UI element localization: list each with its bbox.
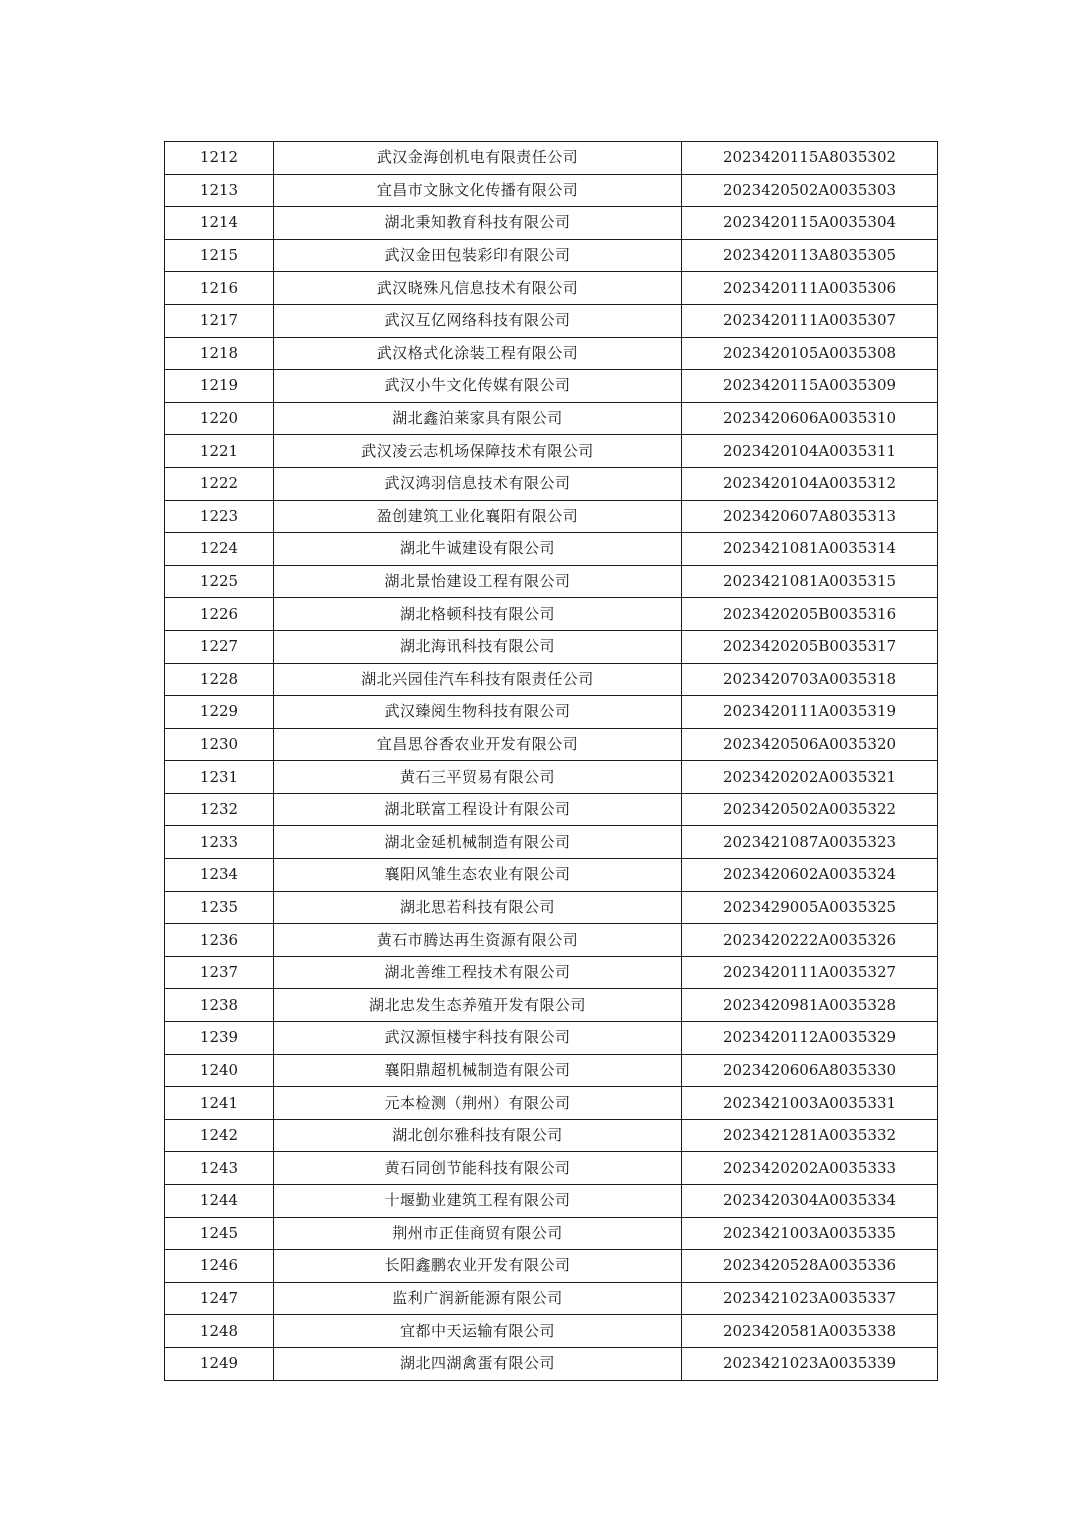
- company-name-cell: 湖北善维工程技术有限公司: [274, 956, 682, 989]
- row-number-cell: 1239: [165, 1022, 274, 1055]
- table-row: [165, 891, 938, 924]
- table-row: [165, 956, 938, 989]
- row-number-cell: 1225: [165, 565, 274, 598]
- row-number-cell: 1222: [165, 467, 274, 500]
- registration-code-cell: 2023421023A0035339: [682, 1347, 938, 1380]
- registration-code-cell: 2023420602A0035324: [682, 859, 938, 892]
- table-row: [165, 467, 938, 500]
- table-row: [165, 1282, 938, 1315]
- company-name-cell: 黄石市腾达再生资源有限公司: [274, 924, 682, 957]
- registration-code-cell: 2023420205B0035316: [682, 598, 938, 631]
- row-number-cell: 1249: [165, 1347, 274, 1380]
- company-name-cell: 湖北忠发生态养殖开发有限公司: [274, 989, 682, 1022]
- table-row: [165, 598, 938, 631]
- registration-code-cell: 2023420607A8035313: [682, 500, 938, 533]
- table-row: [165, 793, 938, 826]
- row-number-cell: 1227: [165, 630, 274, 663]
- company-name-cell: 襄阳鼎超机械制造有限公司: [274, 1054, 682, 1087]
- table-row: [165, 402, 938, 435]
- company-name-cell: 武汉格式化涂装工程有限公司: [274, 337, 682, 370]
- company-name-cell: 武汉凌云志机场保障技术有限公司: [274, 435, 682, 468]
- company-name-cell: 黄石同创节能科技有限公司: [274, 1152, 682, 1185]
- row-number-cell: 1214: [165, 207, 274, 240]
- table-row: [165, 826, 938, 859]
- registration-code-cell: 2023420581A0035338: [682, 1315, 938, 1348]
- row-number-cell: 1233: [165, 826, 274, 859]
- company-name-cell: 宜昌市文脉文化传播有限公司: [274, 174, 682, 207]
- table-row: [165, 1315, 938, 1348]
- registration-code-cell: 2023421081A0035314: [682, 533, 938, 566]
- row-number-cell: 1238: [165, 989, 274, 1022]
- registration-code-cell: 2023421081A0035315: [682, 565, 938, 598]
- registration-code-cell: 2023420111A0035319: [682, 696, 938, 729]
- company-name-cell: 黄石三平贸易有限公司: [274, 761, 682, 794]
- company-name-cell: 武汉源恒楼宇科技有限公司: [274, 1022, 682, 1055]
- table-row: [165, 1185, 938, 1218]
- company-name-cell: 武汉金田包装彩印有限公司: [274, 239, 682, 272]
- table-row: [165, 989, 938, 1022]
- registration-code-cell: 2023420981A0035328: [682, 989, 938, 1022]
- table-row: [165, 207, 938, 240]
- company-name-cell: 武汉金海创机电有限责任公司: [274, 142, 682, 175]
- registry-table: [164, 141, 938, 1381]
- table-row: [165, 630, 938, 663]
- table-row: [165, 370, 938, 403]
- registration-code-cell: 2023420222A0035326: [682, 924, 938, 957]
- row-number-cell: 1237: [165, 956, 274, 989]
- company-name-cell: 湖北思若科技有限公司: [274, 891, 682, 924]
- table-row: [165, 174, 938, 207]
- registration-code-cell: 2023420111A0035327: [682, 956, 938, 989]
- registration-code-cell: 2023421281A0035332: [682, 1119, 938, 1152]
- registration-code-cell: 2023429005A0035325: [682, 891, 938, 924]
- company-name-cell: 元本检测（荆州）有限公司: [274, 1087, 682, 1120]
- row-number-cell: 1232: [165, 793, 274, 826]
- row-number-cell: 1217: [165, 304, 274, 337]
- row-number-cell: 1236: [165, 924, 274, 957]
- row-number-cell: 1224: [165, 533, 274, 566]
- row-number-cell: 1240: [165, 1054, 274, 1087]
- row-number-cell: 1244: [165, 1185, 274, 1218]
- table-row: [165, 761, 938, 794]
- company-name-cell: 湖北兴园佳汽车科技有限责任公司: [274, 663, 682, 696]
- table-row: [165, 728, 938, 761]
- row-number-cell: 1235: [165, 891, 274, 924]
- registration-code-cell: 2023420105A0035308: [682, 337, 938, 370]
- registration-code-cell: 2023420502A0035322: [682, 793, 938, 826]
- registration-code-cell: 2023420304A0035334: [682, 1185, 938, 1218]
- table-row: [165, 663, 938, 696]
- table-row: [165, 565, 938, 598]
- registration-code-cell: 2023420202A0035333: [682, 1152, 938, 1185]
- registration-code-cell: 2023420115A0035309: [682, 370, 938, 403]
- row-number-cell: 1248: [165, 1315, 274, 1348]
- table-row: [165, 1022, 938, 1055]
- row-number-cell: 1218: [165, 337, 274, 370]
- registration-code-cell: 2023420115A0035304: [682, 207, 938, 240]
- company-name-cell: 长阳鑫鹏农业开发有限公司: [274, 1250, 682, 1283]
- row-number-cell: 1246: [165, 1250, 274, 1283]
- row-number-cell: 1226: [165, 598, 274, 631]
- registration-code-cell: 2023420502A0035303: [682, 174, 938, 207]
- table-row: [165, 435, 938, 468]
- table-row: [165, 142, 938, 175]
- registration-code-cell: 2023420111A0035306: [682, 272, 938, 305]
- row-number-cell: 1213: [165, 174, 274, 207]
- registration-code-cell: 2023420104A0035311: [682, 435, 938, 468]
- company-name-cell: 湖北创尔雅科技有限公司: [274, 1119, 682, 1152]
- row-number-cell: 1216: [165, 272, 274, 305]
- table-row: [165, 1087, 938, 1120]
- row-number-cell: 1245: [165, 1217, 274, 1250]
- registration-code-cell: 2023421087A0035323: [682, 826, 938, 859]
- registration-code-cell: 2023420115A8035302: [682, 142, 938, 175]
- row-number-cell: 1220: [165, 402, 274, 435]
- registration-code-cell: 2023420113A8035305: [682, 239, 938, 272]
- table-row: [165, 1054, 938, 1087]
- row-number-cell: 1215: [165, 239, 274, 272]
- company-name-cell: 宜都中天运输有限公司: [274, 1315, 682, 1348]
- row-number-cell: 1223: [165, 500, 274, 533]
- company-name-cell: 湖北景怡建设工程有限公司: [274, 565, 682, 598]
- company-name-cell: 荆州市正佳商贸有限公司: [274, 1217, 682, 1250]
- company-name-cell: 监利广润新能源有限公司: [274, 1282, 682, 1315]
- registration-code-cell: 2023420703A0035318: [682, 663, 938, 696]
- company-name-cell: 武汉互亿网络科技有限公司: [274, 304, 682, 337]
- table-row: [165, 1347, 938, 1380]
- table-row: [165, 1152, 938, 1185]
- row-number-cell: 1229: [165, 696, 274, 729]
- registration-code-cell: 2023420506A0035320: [682, 728, 938, 761]
- table-row: [165, 1217, 938, 1250]
- table-row: [165, 533, 938, 566]
- company-name-cell: 宜昌思谷香农业开发有限公司: [274, 728, 682, 761]
- table-row: [165, 1119, 938, 1152]
- row-number-cell: 1243: [165, 1152, 274, 1185]
- row-number-cell: 1241: [165, 1087, 274, 1120]
- row-number-cell: 1247: [165, 1282, 274, 1315]
- table-row: [165, 859, 938, 892]
- company-name-cell: 湖北联富工程设计有限公司: [274, 793, 682, 826]
- company-name-cell: 十堰勤业建筑工程有限公司: [274, 1185, 682, 1218]
- company-name-cell: 湖北海讯科技有限公司: [274, 630, 682, 663]
- row-number-cell: 1221: [165, 435, 274, 468]
- registration-code-cell: 2023420606A8035330: [682, 1054, 938, 1087]
- company-name-cell: 盈创建筑工业化襄阳有限公司: [274, 500, 682, 533]
- company-name-cell: 湖北秉知教育科技有限公司: [274, 207, 682, 240]
- registration-code-cell: 2023421023A0035337: [682, 1282, 938, 1315]
- table-row: [165, 500, 938, 533]
- registration-code-cell: 2023420606A0035310: [682, 402, 938, 435]
- company-name-cell: 武汉臻阅生物科技有限公司: [274, 696, 682, 729]
- registration-code-cell: 2023420205B0035317: [682, 630, 938, 663]
- registry-table-body: [165, 142, 938, 1381]
- company-name-cell: 武汉小牛文化传媒有限公司: [274, 370, 682, 403]
- row-number-cell: 1228: [165, 663, 274, 696]
- company-name-cell: 湖北鑫泊莱家具有限公司: [274, 402, 682, 435]
- row-number-cell: 1234: [165, 859, 274, 892]
- company-name-cell: 湖北四湖禽蛋有限公司: [274, 1347, 682, 1380]
- row-number-cell: 1230: [165, 728, 274, 761]
- registration-code-cell: 2023420112A0035329: [682, 1022, 938, 1055]
- table-row: [165, 924, 938, 957]
- company-name-cell: 武汉鸿羽信息技术有限公司: [274, 467, 682, 500]
- registration-code-cell: 2023420202A0035321: [682, 761, 938, 794]
- row-number-cell: 1242: [165, 1119, 274, 1152]
- registration-code-cell: 2023420104A0035312: [682, 467, 938, 500]
- row-number-cell: 1219: [165, 370, 274, 403]
- table-row: [165, 696, 938, 729]
- registration-code-cell: 2023421003A0035335: [682, 1217, 938, 1250]
- registration-code-cell: 2023420528A0035336: [682, 1250, 938, 1283]
- registration-code-cell: 2023420111A0035307: [682, 304, 938, 337]
- table-row: [165, 272, 938, 305]
- row-number-cell: 1231: [165, 761, 274, 794]
- row-number-cell: 1212: [165, 142, 274, 175]
- company-name-cell: 武汉晓殊凡信息技术有限公司: [274, 272, 682, 305]
- company-name-cell: 湖北格顿科技有限公司: [274, 598, 682, 631]
- table-row: [165, 239, 938, 272]
- table-row: [165, 1250, 938, 1283]
- company-name-cell: 湖北牛诚建设有限公司: [274, 533, 682, 566]
- company-name-cell: 湖北金延机械制造有限公司: [274, 826, 682, 859]
- table-row: [165, 304, 938, 337]
- registration-code-cell: 2023421003A0035331: [682, 1087, 938, 1120]
- company-name-cell: 襄阳风雏生态农业有限公司: [274, 859, 682, 892]
- table-row: [165, 337, 938, 370]
